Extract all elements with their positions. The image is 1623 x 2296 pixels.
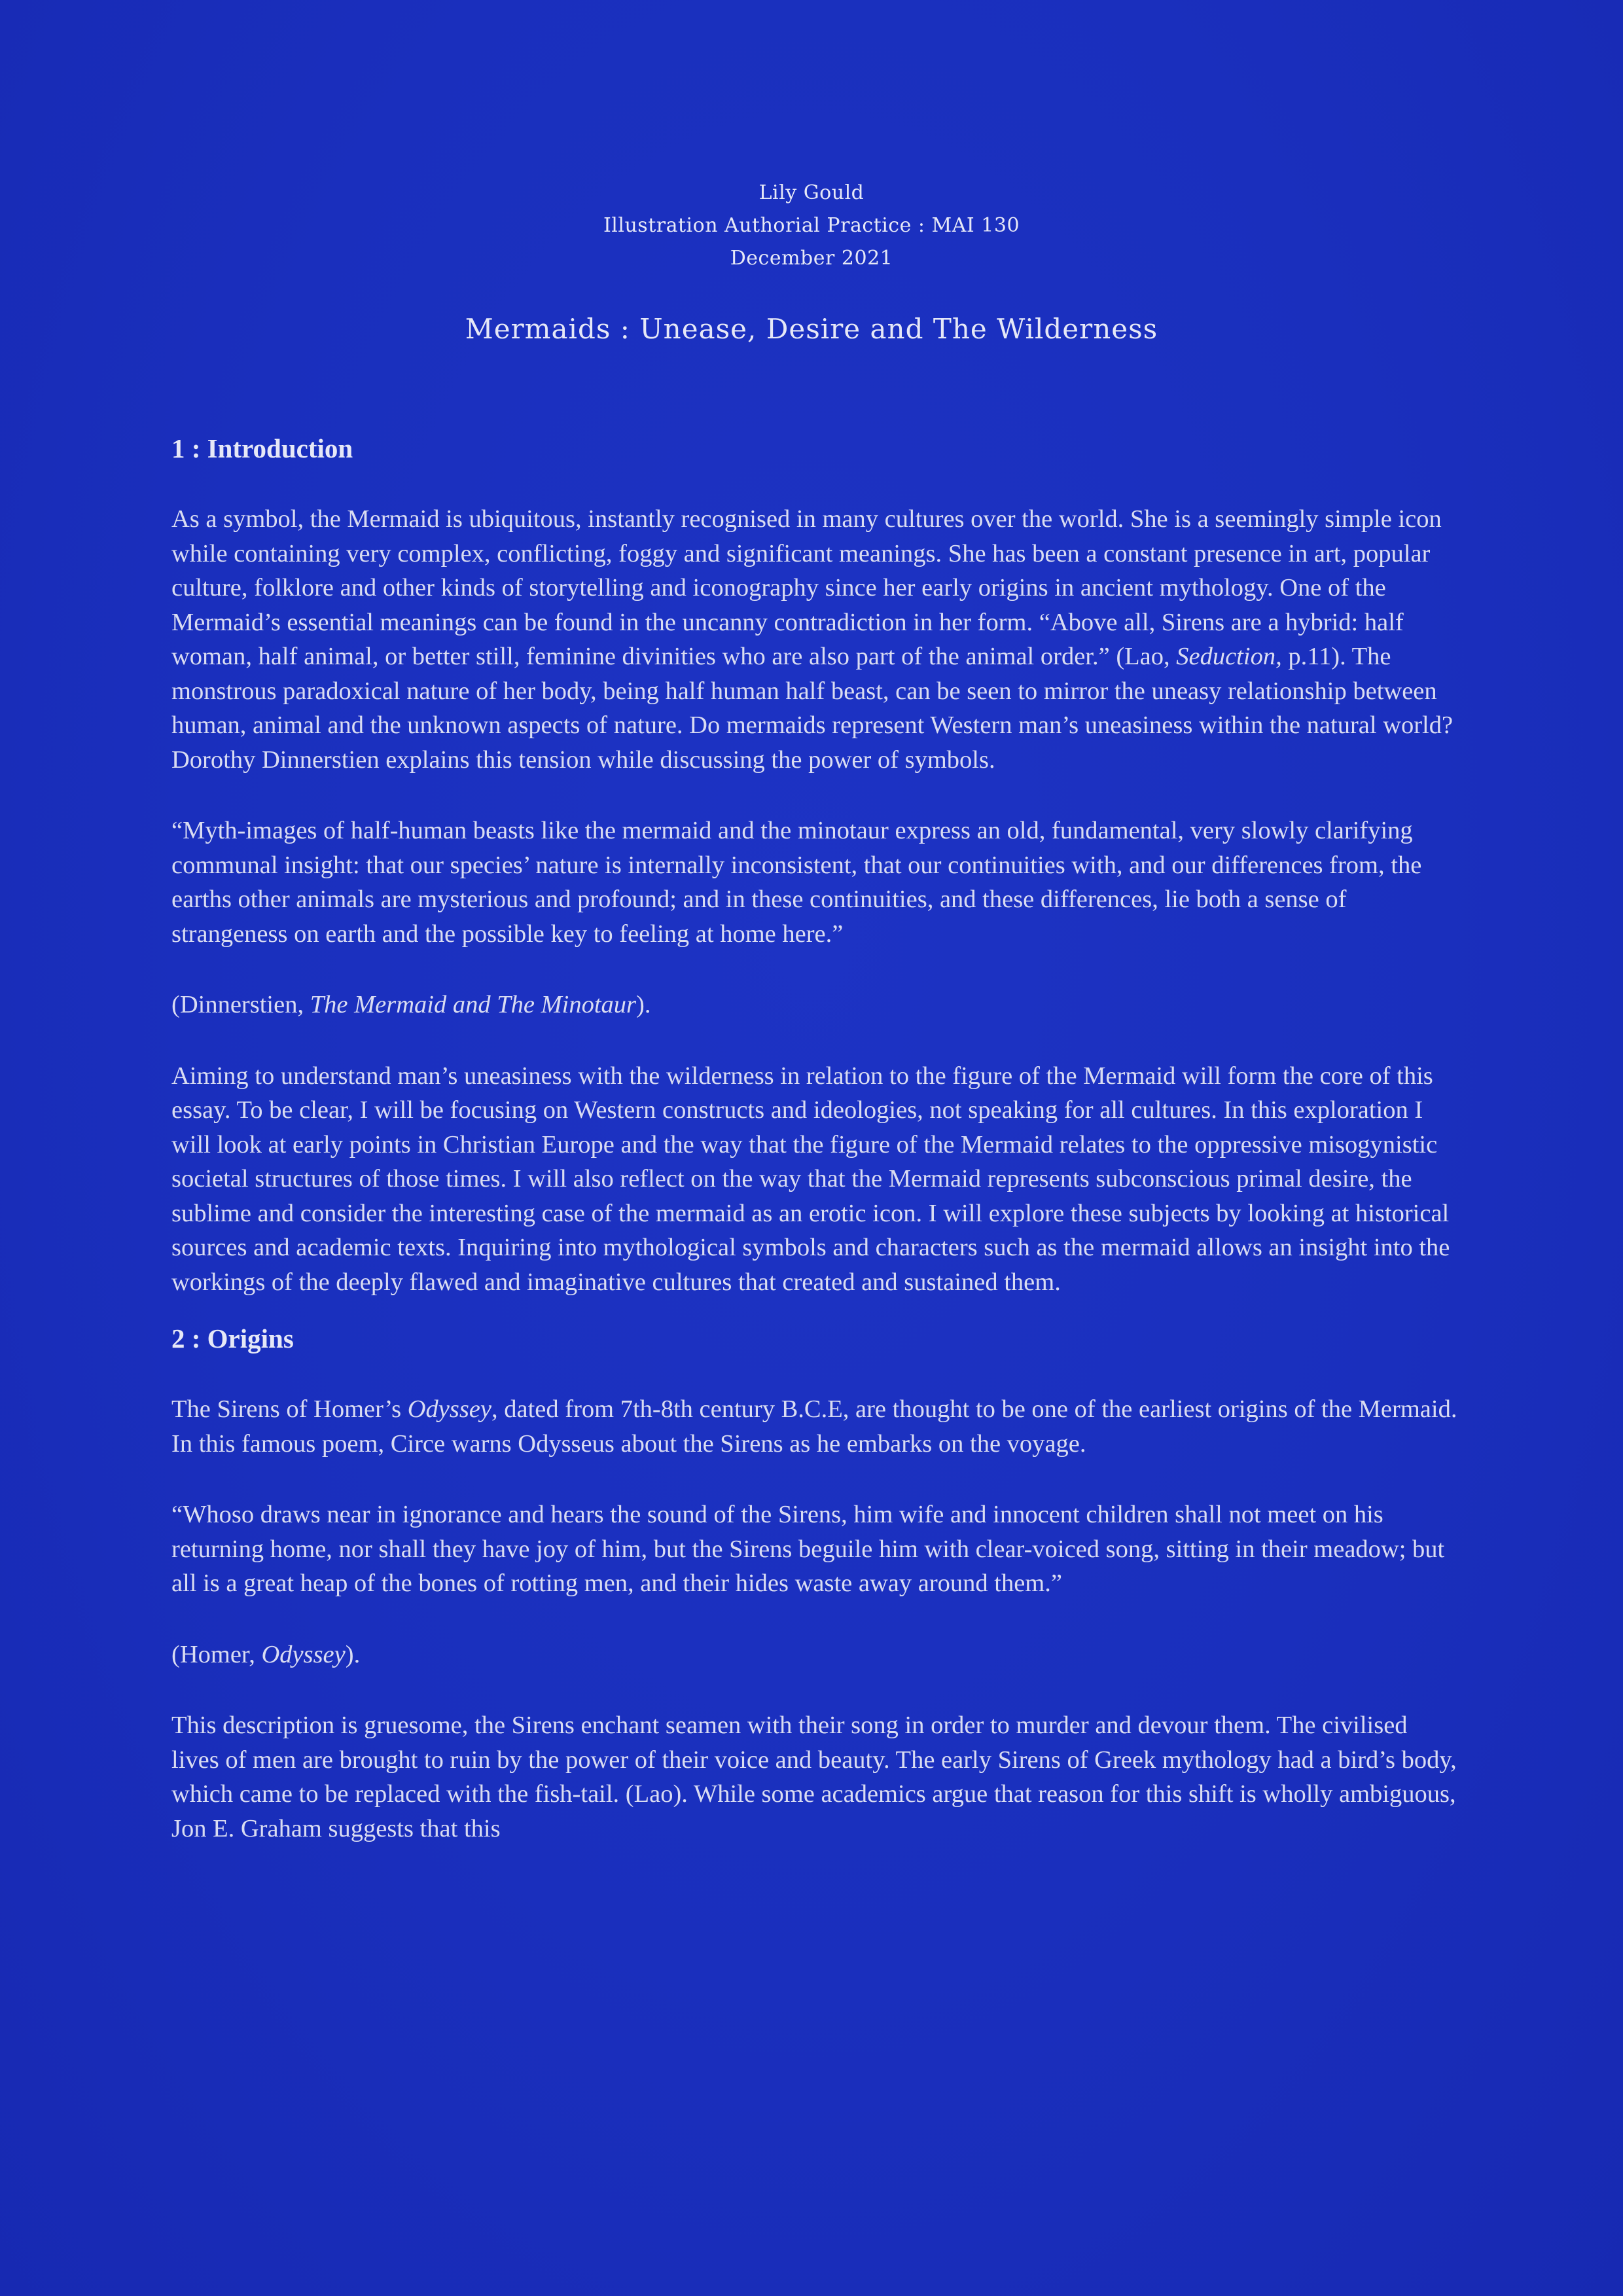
origins-block-quote: “Whoso draws near in ignorance and hears the sound of the Sirens, him wife and innocent children shall not meet on his returning home, nor shall they have joy of him, but the Sirens beguile him with clear-voiced song, sitting in their meadow; but all is a great heap of the bones of rotting men, and their hides waste away around them.” (171, 1501, 1445, 1597)
essay-title: Mermaids : Unease, Desire and The Wilderness (465, 313, 1158, 345)
intro-citation-prefix: (Dinnerstien, (171, 991, 310, 1018)
course-title: Illustration Authorial Practice : MAI 130 (603, 214, 1020, 237)
intro-block-quote: “Myth-images of half-human beasts like the mermaid and the minotaur express an old, fundamental, very slowly clarifying communal insight: that our species’ nature is internally inconsistent, that our continuities with, and our differences from, the earths other animals are mysterious and profound; and in these continuities, and these differences, lie both a sense of strangeness on earth and the possible key to feeling at home here.” (171, 817, 1422, 948)
intro-citation-title: The Mermaid and The Minotaur (310, 991, 637, 1018)
document-date: December 2021 (730, 247, 893, 270)
origins-paragraph-1-text-a: The Sirens of Homer’s (171, 1395, 408, 1423)
origins-quote-citation (171, 1638, 1461, 1672)
intro-paragraph-1-citation-title: Seduction, (1176, 643, 1282, 670)
section-heading-origins: 2 : Origins (171, 1323, 294, 1354)
author-name: Lily Gould (758, 181, 865, 204)
origins-citation-title: Odyssey (261, 1640, 346, 1668)
origins-paragraph-1-text-b: , dated from 7th-8th century B.C.E, are thought to be one of the earliest origins of the Mermaid. In this famous poem, Circe warns Odysseus about the Sirens as he embarks on the voyage. (171, 1395, 1457, 1458)
essay-body (171, 429, 1461, 1846)
intro-paragraph-1-text-b: p.11). The monstrous paradoxical nature of her body, being half human half beast, can be seen to mirror the uneasy relationship between human, animal and the unknown aspects of nature. Do mermaids represent Western man’s uneasiness within the natural world? Dorothy Dinnerstien explains this tension while discussing the power of symbols. (171, 643, 1454, 774)
origins-paragraph-2: This description is gruesome, the Sirens enchant seamen with their song in order to murder and devour them. The civilised lives of men are brought to ruin by the power of their voice and beauty. The early Sirens of Greek mythology had a bird’s body, which came to be replaced with the fish-tail. (Lao). While some academics argue that reason for this shift is wholly ambiguous, Jon E. Graham suggests that this (171, 1712, 1457, 1842)
origins-paragraph-1 (171, 1392, 1461, 1461)
intro-paragraph-1-text-a: As a symbol, the Mermaid is ubiquitous, instantly recognised in many cultures over the world. She is a seemingly simple icon while containing very complex, conflicting, foggy and significant meanings. She has been a constant presence in art, popular culture, folklore and other kinds of storytelling and iconography since her early origins in ancient mythology. One of the Mermaid’s essential meanings can be found in the uncanny contradiction in her form. “Above all, Sirens are a hybrid: half woman, half animal, or better still, feminine divinities who are also part of the animal order.” (Lao, (171, 505, 1442, 670)
intro-quote-citation (171, 988, 1461, 1022)
intro-citation-suffix: ). (636, 991, 651, 1018)
section-heading-introduction: 1 : Introduction (171, 433, 353, 463)
intro-paragraph-2: Aiming to understand man’s uneasiness with the wilderness in relation to the figure of the Mermaid will form the core of this essay. To be clear, I will be focusing on Western constructs and ideologies, not speaking for all cultures. In this exploration I will look at early points in Christian Europe and the way that the figure of the Mermaid relates to the oppressive misogynistic societal structures of those times. I will also reflect on the way that the Mermaid represents subconscious primal desire, the sublime and consider the interesting case of the mermaid as an erotic icon. I will explore these subjects by looking at historical sources and academic texts. Inquiring into mythological symbols and characters such as the mermaid allows an insight into the workings of the deeply flawed and imaginative cultures that created and sustained them. (171, 1062, 1450, 1296)
origins-citation-suffix: ). (345, 1640, 361, 1668)
origins-paragraph-1-work-title: Odyssey (407, 1395, 491, 1423)
document-header (0, 177, 1623, 275)
origins-citation-prefix: (Homer, (171, 1640, 262, 1668)
intro-paragraph-1 (171, 502, 1461, 777)
